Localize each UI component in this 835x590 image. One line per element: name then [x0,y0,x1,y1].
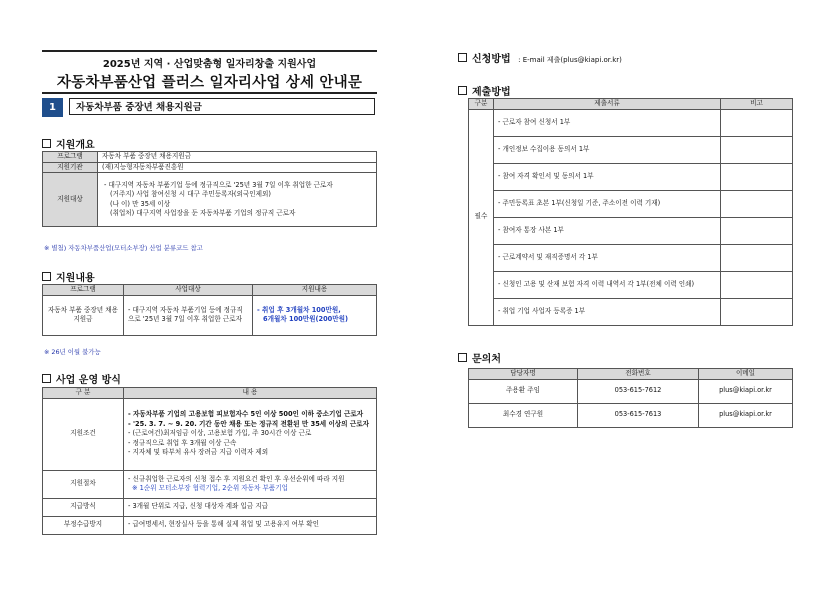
table-row [43,516,377,534]
table-row [469,136,793,163]
operation-label: 부정수급방지 [43,516,124,534]
target-line: - 대구지역 자동차 부품기업 등에 정규직으로 '25년 3월 7일 이후 취업한 근로자 [104,180,333,189]
table-row [43,498,377,516]
submission-note-cell [721,163,793,190]
support-target: - 대구지역 자동차 부품기업 등에 정규직으로 '25년 3월 7일 이후 취업한 근로자 [124,295,253,335]
overview-table [42,151,377,227]
section-number: 1 [42,98,63,117]
submission-doc: - 개인정보 수집이용 동의서 1부 [494,136,721,163]
contact-email[interactable]: plus@kiapi.or.kr [699,379,793,403]
operation-content [124,470,377,498]
submission-doc: - 취업 기업 사업자 등록증 1부 [494,298,721,325]
submission-note-cell [721,136,793,163]
operation-line: - 정규직으로 취업 후 3개월 이상 근속 [128,438,237,447]
overview-label-target: 지원대상 [43,173,98,227]
support-header-content: 지원내용 [253,285,377,296]
submission-heading: 제출방법 [458,83,511,98]
contact-phone: 053-615-7613 [578,403,699,427]
submission-note-cell [721,109,793,136]
header-subtitle: 2025년 지역 · 산업맞춤형 일자리창출 지원사업 [102,59,317,70]
support-content-line: 6개월차 100만원(200만원) [263,315,349,324]
target-line: (나 이) 만 35세 이상 [110,199,171,208]
operation-line: ※ 1순위 모터소부장 협력기업, 2순위 자동차 부품기업 [132,484,288,493]
overview-target-cell [98,173,377,227]
header-title: 자동차부품산업 플러스 일자리사업 상세 안내문 [56,75,363,91]
operation-line: - 자동차부품 기업의 고용보험 피보험자수 5인 이상 500인 이하 중소기업 근로자 [128,410,364,419]
checkbox-square-icon [42,139,51,148]
checkbox-square-icon [42,272,51,281]
contact-name: 주용환 주임 [469,379,578,403]
contact-phone: 053-615-7612 [578,379,699,403]
contact-email[interactable]: plus@kiapi.or.kr [699,403,793,427]
overview-note: ※ 별첨) 자동차부품산업(모터소부장) 산업 분류코드 참고 [44,244,203,252]
checkbox-square-icon [42,374,51,383]
operation-line: - 급여명세서, 현장실사 등을 통해 실제 취업 및 고용유지 여부 확인 [124,516,377,534]
table-row [469,163,793,190]
table-row [469,109,793,136]
table-row [469,298,793,325]
contact-table [468,368,793,428]
operation-label: 지급방식 [43,498,124,516]
application-method: : E-mail 제출(plus@kiapi.or.kr) [518,56,622,64]
table-row [43,173,377,227]
submission-doc: - 참여자 통장 사본 1부 [494,217,721,244]
operation-label: 지원조건 [43,398,124,470]
table-header-row [43,388,377,399]
table-row [469,271,793,298]
operation-line: - 지자체 및 타부처 유사 장려금 지급 이력자 제외 [128,448,269,457]
table-row [43,295,377,335]
submission-note-cell [721,271,793,298]
table-header-row [469,369,793,380]
document-header [42,50,377,94]
contact-header-phone: 전화번호 [578,369,699,380]
table-row [469,379,793,403]
submission-doc: - 근로자 참여 신청서 1부 [494,109,721,136]
submission-note-cell [721,217,793,244]
submission-header-docs: 제출서류 [494,99,721,110]
submission-doc: - 근로계약서 및 재직증명서 각 1부 [494,244,721,271]
overview-value-program: 자동차 부품 중장년 채용지원금 [98,152,377,163]
support-header-target: 사업대상 [124,285,253,296]
support-content-line: - 취업 후 3개월차 100만원, [257,305,341,314]
overview-value-agency: (재)지능형자동차부품진흥원 [98,162,377,173]
operation-line: - '25. 3. 7. ~ 9. 20. 기간 동안 채용 또는 정규직 전환된 만 35세 이상의 근로자 [128,419,369,428]
support-table [42,284,377,336]
table-row [43,398,377,470]
submission-note-cell [721,190,793,217]
support-note: ※ 26년 이월 불가능 [44,348,101,356]
submission-note-cell [721,298,793,325]
submission-doc: - 주민등록표 초본 1부(신청일 기준, 주소이전 이력 기재) [494,190,721,217]
table-header-row [43,285,377,296]
checkbox-square-icon [458,353,467,362]
operation-line: - 3개월 단위로 지급, 신청 대상자 계좌 입금 지급 [124,498,377,516]
section-badge [42,98,377,117]
contact-header-email: 이메일 [699,369,793,380]
operation-line: - (근로여건)최저임금 이상, 고용보험 가입, 주 30시간 이상 근로 [128,429,312,438]
operation-label: 지원절차 [43,470,124,498]
table-row [469,217,793,244]
target-line: (취업처) 대구지역 사업장을 둔 자동차부품 기업의 정규직 근로자 [110,209,296,218]
submission-table [468,98,793,326]
table-row [43,162,377,173]
operation-table [42,387,377,535]
support-content [253,295,377,335]
submission-doc: - 참여 자격 확인서 및 동의서 1부 [494,163,721,190]
overview-label-program: 프로그램 [43,152,98,163]
table-row [469,244,793,271]
checkbox-square-icon [458,86,467,95]
support-header-program: 프로그램 [43,285,124,296]
support-program: 자동차 부품 중장년 채용지원금 [43,295,124,335]
table-row [469,190,793,217]
overview-label-agency: 지원기관 [43,162,98,173]
submission-header-category: 구분 [469,99,494,110]
operation-content [124,398,377,470]
table-row [43,152,377,163]
contact-header-name: 담당자명 [469,369,578,380]
submission-note-cell [721,244,793,271]
submission-doc: - 신청인 고용 및 산재 보험 자격 이력 내역서 각 1부(전체 이력 인쇄) [494,271,721,298]
operation-heading: 사업 운영 방식 [42,371,121,386]
submission-header-note: 비고 [721,99,793,110]
overview-heading: 지원개요 [42,136,95,151]
support-heading: 지원내용 [42,269,95,284]
table-header-row [469,99,793,110]
submission-group-label: 필수 [469,109,494,325]
table-row [469,403,793,427]
checkbox-square-icon [458,53,467,62]
application-heading: 신청방법 : E-mail 제출(plus@kiapi.or.kr) [458,50,622,65]
operation-line: - 신규취업한 근로자의 신청 접수 후 지원요건 확인 후 우선순위에 따라 지원 [128,474,345,483]
operation-header-category: 구 분 [43,388,124,399]
target-line: (거주지) 사업 참여신청 시 대구 주민등록자(외국인제외) [110,190,271,199]
contact-name: 최수경 연구원 [469,403,578,427]
table-row [43,470,377,498]
contact-heading: 문의처 [458,350,501,365]
section-label: 자동차부품 중장년 채용지원금 [69,98,375,115]
operation-header-content: 내 용 [124,388,377,399]
